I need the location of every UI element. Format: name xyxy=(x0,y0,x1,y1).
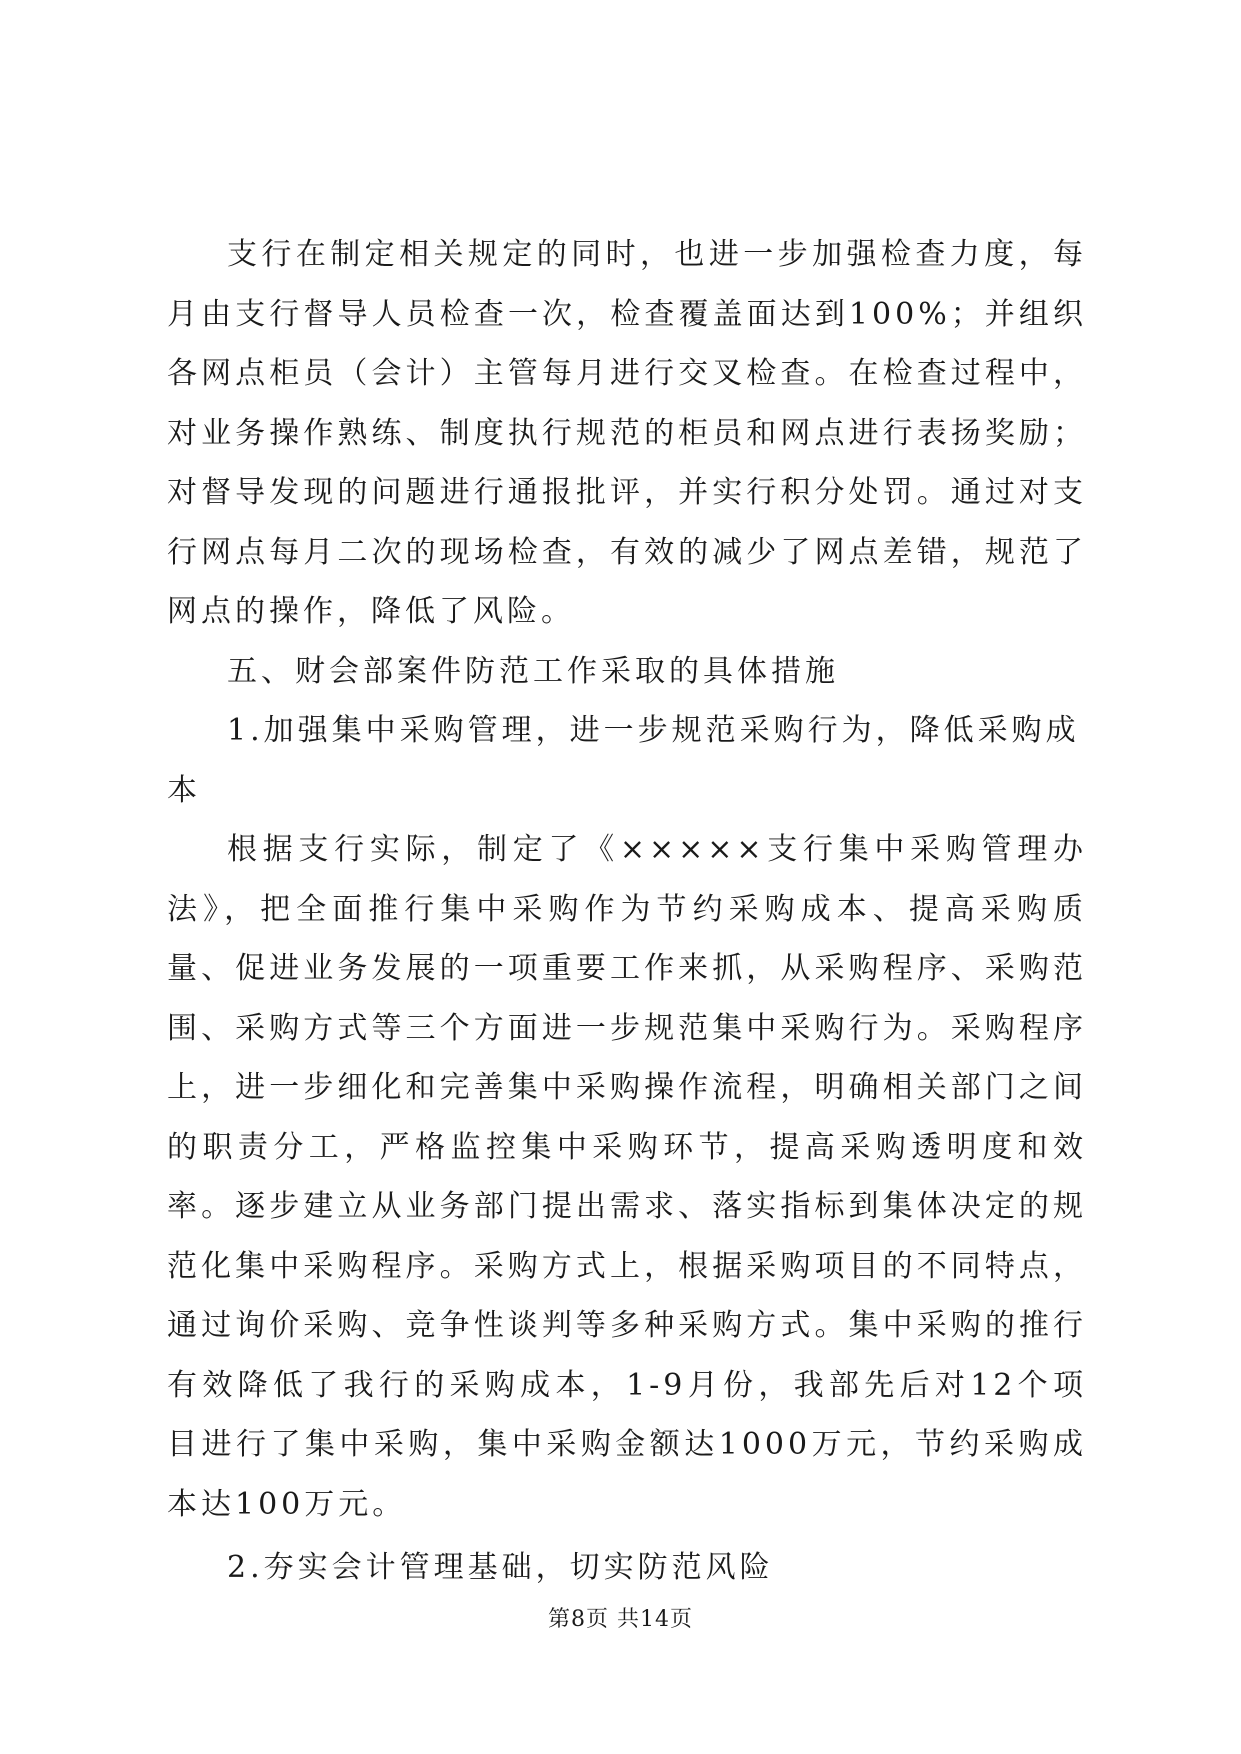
paragraph-inspection: 支行在制定相关规定的同时，也进一步加强检查力度，每月由支行督导人员检查一次，检查覆盖面达到100%；并组织各网点柜员（会计）主管每月进行交叉检查。在检查过程中，对业务操作熟练、制度执行规范的柜员和网点进行表扬奖励；对督导发现的问题进行通报批评，并实行积分处罚。通过对支行网点每月二次的现场检查，有效的减少了网点差错，规范了网点的操作，降低了风险。 xyxy=(167,237,1087,629)
item-2-title: 2.夯实会计管理基础，切实防范风险 xyxy=(227,1550,774,1585)
section-title: 五、财会部案件防范工作采取的具体措施 xyxy=(227,653,839,689)
item-1-body: 根据支行实际，制定了《×××××支行集中采购管理办法》，把全面推行集中采购作为节约采购成本、提高采购质量、促进业务发展的一项重要工作来抓，从采购程序、采购范围、采购方式等三个方面进一步规范集中采购行为。采购程序上，进一步细化和完善集中采购操作流程，明确相关部门之间的职责分工，严格监控集中采购环节，提高采购透明度和效率。逐步建立从业务部门提出需求、落实指标到集体决定的规范化集中采购程序。采购方式上，根据采购项目的不同特点，通过询价采购、竞争性谈判等多种采购方式。集中采购的推行有效降低了我行的采购成本，1-9月份，我部先后对12个项目进行了集中采购，集中采购金额达1000万元，节约采购成本达100万元。 xyxy=(167,832,1087,1522)
document-body xyxy=(167,225,1087,1598)
item-1-title: 1.加强集中采购管理，进一步规范采购行为，降低采购成本 xyxy=(167,713,1080,808)
page-footer: 第8页 共14页 xyxy=(548,1607,693,1632)
